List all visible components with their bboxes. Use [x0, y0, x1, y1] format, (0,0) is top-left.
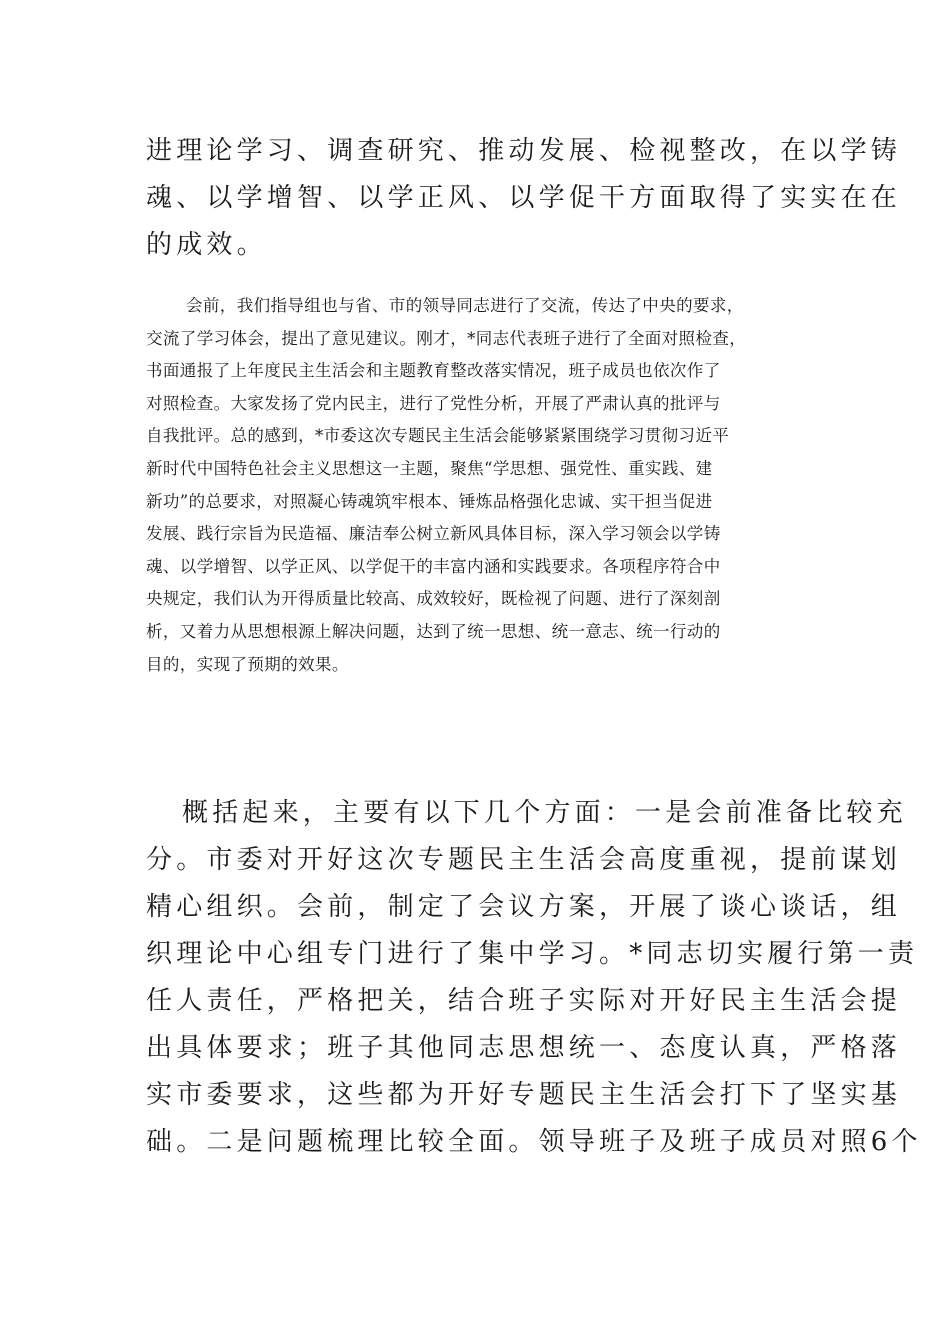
paragraph-1 — [146, 128, 902, 269]
paragraph-2-line-4: 对照检查。大家发扬了党内民主，进行了党性分析，开展了严肃认真的批评与 — [146, 393, 721, 413]
paragraph-2-line-6: 新时代中国特色社会主义思想这一主题，聚焦“学思想、强党性、重实践、建 — [146, 458, 713, 478]
paragraph-3 — [146, 790, 922, 1166]
paragraph-2-line-12: 目的，实现了预期的效果。 — [146, 654, 349, 674]
paragraph-2-line-9: 魂、以学增智、以学正风、以学促干的丰富内涵和实践要求。各项程序符合中 — [146, 556, 721, 576]
paragraph-2-line-3: 书面通报了上年度民主生活会和主题教育整改落实情况，班子成员也依次作了 — [146, 361, 721, 381]
paragraph-3-line-8: 础。二是问题梳理比较全面。领导班子及班子成员对照6个 — [146, 1127, 922, 1157]
paragraph-3-line-6: 出具体要求；班子其他同志思想统一、态度认真，严格落 — [146, 1033, 902, 1063]
paragraph-2-line-11: 析，又着力从思想根源上解决问题，达到了统一思想、统一意志、统一行动的 — [146, 621, 721, 641]
paragraph-3-line-1: 概括起来，主要有以下几个方面：一是会前准备比较充 — [182, 798, 907, 828]
paragraph-3-line-2: 分。市委对开好这次专题民主生活会高度重视，提前谋划 — [146, 845, 902, 875]
paragraph-2-line-10: 央规定，我们认为开得质量比较高、成效较好，既检视了问题、进行了深刻剖 — [146, 589, 721, 609]
paragraph-2-line-5: 自我批评。总的感到，*市委这次专题民主生活会能够紧紧围绕学习贯彻习近平 — [146, 426, 730, 446]
paragraph-2-line-8: 发展、践行宗旨为民造福、廉洁奉公树立新风具体目标，深入学习领会以学铸 — [146, 524, 721, 544]
paragraph-2 — [146, 290, 806, 681]
paragraph-3-line-3: 精心组织。会前，制定了会议方案，开展了谈心谈话，组 — [146, 892, 902, 922]
paragraph-3-line-7: 实市委要求，这些都为开好专题民主生活会打下了坚实基 — [146, 1080, 902, 1110]
paragraph-1-line-2: 魂、以学增智、以学正风、以学促干方面取得了实实在在 — [146, 183, 902, 213]
paragraph-3-line-5: 任人责任，严格把关，结合班子实际对开好民主生活会提 — [146, 986, 902, 1016]
paragraph-2-line-2: 交流了学习体会，提出了意见建议。刚才，*同志代表班子进行了全面对照检查， — [146, 328, 747, 348]
paragraph-3-line-4: 织理论中心组专门进行了集中学习。*同志切实履行第一责 — [146, 939, 919, 969]
paragraph-2-line-1: 会前，我们指导组也与省、市的领导同志进行了交流，传达了中央的要求， — [186, 296, 744, 315]
paragraph-1-line-1: 进理论学习、调查研究、推动发展、检视整改，在以学铸 — [146, 136, 902, 166]
paragraph-1-line-3: 的成效。 — [146, 230, 267, 260]
paragraph-2-line-7: 新功”的总要求，对照凝心铸魂筑牢根本、锤炼品格强化忠诚、实干担当促进 — [146, 491, 713, 511]
